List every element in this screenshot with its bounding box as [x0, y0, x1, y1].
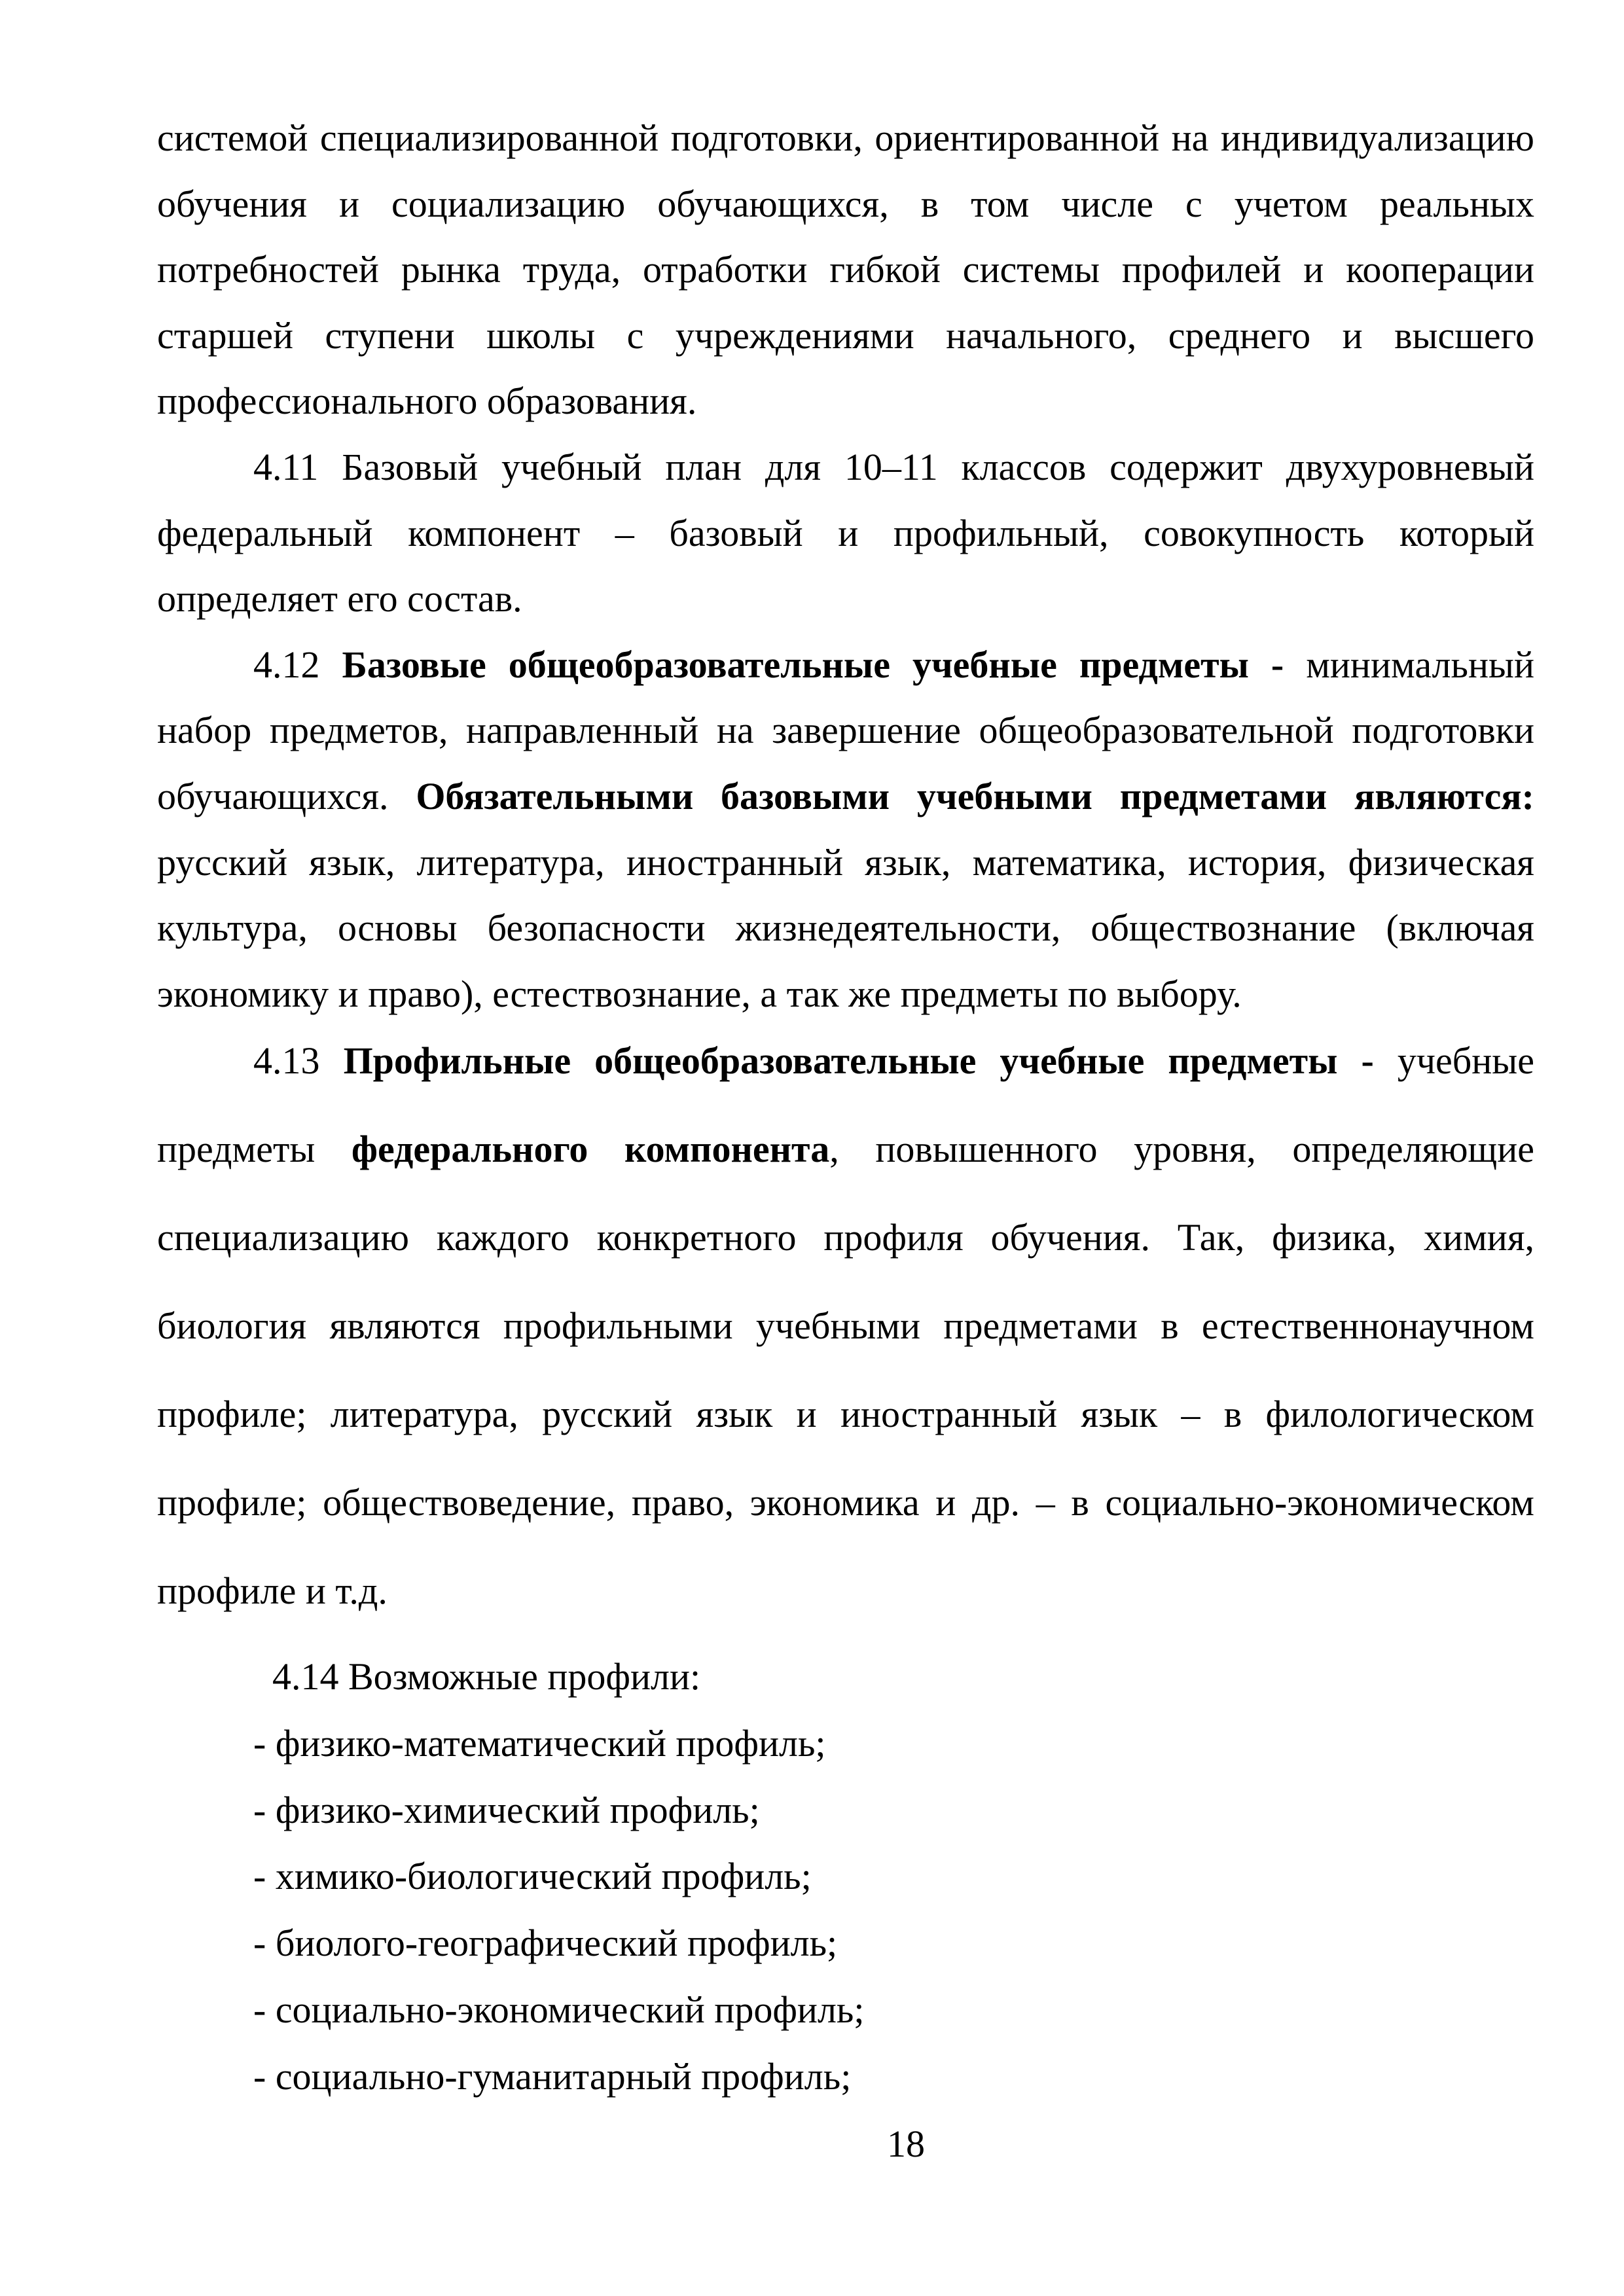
section-4-14-heading: 4.14 Возможные профили:: [272, 1655, 701, 1698]
body-text-block-1: [157, 105, 1534, 1027]
profile-list-item: - химико-биологический профиль;: [253, 1855, 812, 1898]
text-run: обучающихся.: [157, 774, 416, 817]
profile-list-item: - физико-математический профиль;: [253, 1721, 826, 1765]
intro-line: системой специализированной подготовки, ориентированной на индивидуализацию: [157, 117, 1534, 159]
section-4-14: [157, 1643, 1534, 2110]
section-4-11-paragraph: [157, 435, 1534, 632]
intro-line: потребностей рынка труда, отработки гибкой системы профилей и кооперации: [157, 248, 1534, 291]
section-4-11-line: определяет его состав.: [157, 577, 522, 620]
section-4-13-line: профиле; литература, русский язык и иностранный язык – в филологическом: [157, 1393, 1534, 1435]
section-4-12-line: [157, 764, 1534, 830]
profile-list-item: - социально-гуманитарный профиль;: [253, 2054, 852, 2098]
section-4-13-line: [157, 1016, 1534, 1105]
section-4-13-paragraph: [157, 1016, 1534, 1635]
profile-list-item: - социально-экономический профиль;: [253, 1988, 865, 2031]
section-4-13-line: профиле; обществоведение, право, экономика и др. – в социально-экономическом: [157, 1481, 1534, 1524]
section-4-13-line: профиле и т.д.: [157, 1570, 388, 1612]
section-4-12-line: набор предметов, направленный на завершение общеобразовательной подготовки: [157, 709, 1534, 752]
section-4-12-line: культура, основы безопасности жизнедеятельности, обществознание (включая: [157, 906, 1534, 950]
section-4-11-line: 4.11 Базовый учебный план для 10–11 классов содержит двухуровневый: [253, 445, 1534, 488]
section-4-11-line: федеральный компонент – базовый и профильный, совокупность который: [157, 511, 1534, 554]
intro-line: старшей ступени школы с учреждениями начального, среднего и высшего: [157, 314, 1534, 357]
bold-term: Обязательными базовыми учебными предметами являются:: [416, 774, 1534, 817]
text-run: , повышенного уровня, определяющие: [829, 1128, 1534, 1170]
bold-term: Базовые общеобразовательные учебные предметы -: [342, 643, 1284, 686]
section-4-12-line: экономику и право), естествознание, а так же предметы по выбору.: [157, 972, 1242, 1015]
section-4-12-paragraph: [157, 632, 1534, 1028]
profile-list-item: - физико-химический профиль;: [253, 1788, 760, 1831]
profile-list-item: - биолого-географический профиль;: [253, 1922, 838, 1965]
section-number: 4.12: [253, 643, 342, 686]
text-run: минимальный: [1284, 643, 1535, 686]
section-4-13-line: [157, 1105, 1534, 1193]
section-number: 4.13: [253, 1039, 344, 1082]
section-4-12-line: русский язык, литература, иностранный язык, математика, история, физическая: [157, 840, 1534, 884]
bold-term: Профильные общеобразовательные учебные предметы -: [343, 1039, 1374, 1082]
section-4-12-line: [157, 632, 1534, 698]
bold-term: федерального компонента: [351, 1128, 830, 1170]
page-number: 18: [887, 2123, 925, 2165]
section-4-13-line: специализацию каждого конкретного профиля обучения. Так, физика, химия,: [157, 1216, 1534, 1259]
text-run: учебные: [1373, 1039, 1535, 1082]
section-4-13-line: биология являются профильными учебными предметами в естественнонаучном: [157, 1304, 1534, 1347]
intro-line: профессионального образования.: [157, 380, 697, 423]
text-run: предметы: [157, 1128, 352, 1170]
intro-line: обучения и социализацию обучающихся, в том числе с учетом реальных: [157, 182, 1534, 225]
intro-paragraph: [157, 105, 1534, 435]
